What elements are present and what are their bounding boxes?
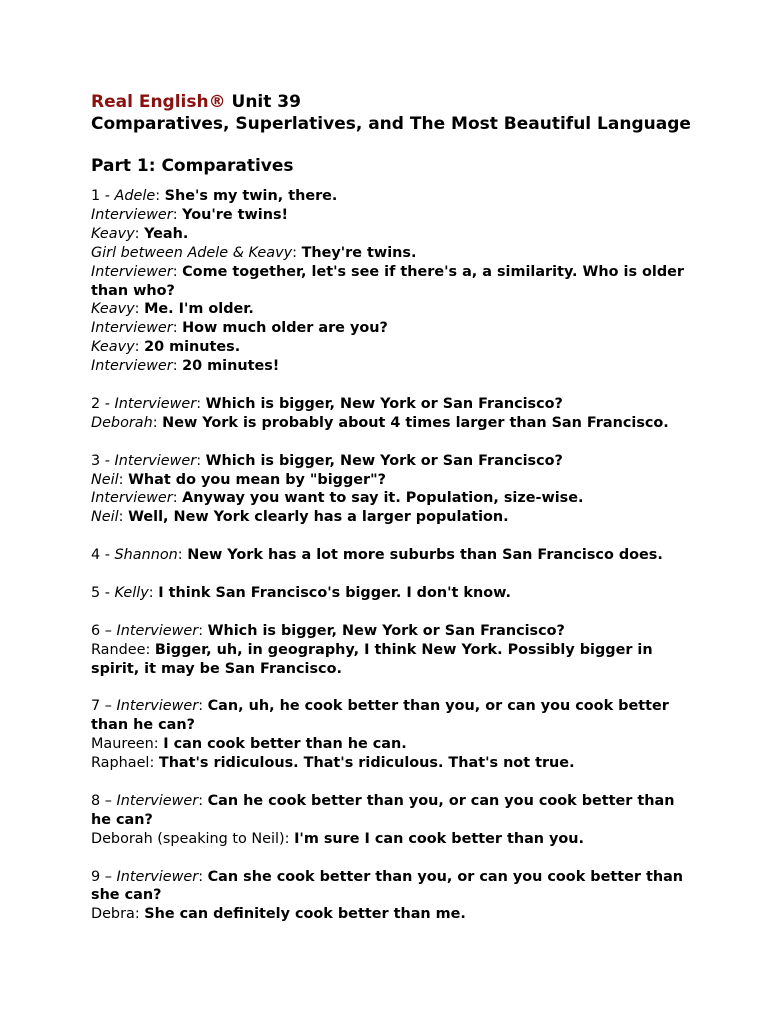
dialogue-block — [91, 868, 691, 925]
spoken-text: Which is bigger, New York or San Francisco? — [205, 395, 563, 412]
speaker-separator: : — [134, 339, 145, 356]
speaker-name: Randee — [91, 641, 146, 658]
spoken-text: Anyway you want to say it. Population, size-wise. — [182, 490, 584, 507]
brand-name: Real English® — [91, 92, 226, 112]
dialogue-line — [91, 641, 691, 679]
dialogue-line — [91, 319, 691, 338]
speaker-separator: : — [196, 395, 206, 412]
speaker-separator: : — [198, 698, 208, 715]
spoken-text: 20 minutes. — [144, 339, 241, 356]
dialogue-block — [91, 622, 691, 679]
item-number: 9 – — [91, 868, 117, 885]
dialogue-block — [91, 395, 691, 433]
speaker-separator: : — [292, 244, 302, 261]
dialogue-block — [91, 546, 691, 565]
spoken-text: Can he cook better than you, or can you cook better than he can? — [91, 792, 675, 828]
spoken-text: She's my twin, there. — [164, 188, 338, 204]
spoken-text: Which is bigger, New York or San Francisco? — [207, 622, 565, 639]
spoken-text: How much older are you? — [182, 320, 388, 337]
speaker-separator: : — [149, 755, 159, 772]
item-number: 5 - — [91, 584, 115, 601]
speaker-name: Interviewer — [91, 263, 173, 280]
dialogue-line — [91, 338, 691, 357]
speaker-name: Interviewer — [91, 206, 173, 223]
spoken-text: You're twins! — [182, 206, 289, 223]
speaker-separator: : — [153, 736, 164, 753]
dialogue-line — [91, 187, 691, 206]
document-page — [91, 92, 691, 943]
item-number: 4 - — [91, 547, 115, 564]
dialogue-block — [91, 187, 691, 376]
speaker-name: Interviewer — [114, 452, 197, 469]
speaker-name: Adele — [114, 188, 156, 204]
speaker-separator: : — [134, 301, 145, 318]
speaker-separator: : — [196, 452, 206, 469]
dialogue-line — [91, 905, 691, 924]
spoken-text: New York is probably about 4 times larger than San Francisco. — [162, 414, 669, 431]
spoken-text: Bigger, uh, in geography, I think New York. Possibly bigger in spirit, it may be San Francisco. — [91, 641, 653, 677]
spoken-text: Come together, let's see if there's a, a similarity. Who is older than who? — [91, 263, 685, 299]
speaker-name: Interviewer — [116, 698, 199, 715]
speaker-separator: : — [152, 414, 163, 431]
item-number: 1 - — [91, 188, 115, 204]
spoken-text: Which is bigger, New York or San Francisco? — [205, 452, 563, 469]
page-subtitle: Comparatives, Superlatives, and The Most Beautiful Language — [91, 113, 691, 134]
speaker-name: Interviewer — [91, 320, 173, 337]
dialogue-line — [91, 395, 691, 414]
dialogue-line — [91, 622, 691, 641]
spoken-text: Me. I'm older. — [144, 301, 254, 318]
dialogue-line — [91, 206, 691, 225]
speaker-separator: : — [172, 358, 183, 375]
dialogue-line — [91, 830, 691, 849]
dialogue-block — [91, 697, 691, 773]
dialogue-block — [91, 584, 691, 603]
speaker-separator: : — [172, 206, 183, 223]
speaker-separator: : — [172, 320, 183, 337]
speaker-name: Raphael — [91, 755, 150, 772]
spoken-text: I think San Francisco's bigger. I don't know. — [158, 584, 511, 601]
dialogue-line — [91, 357, 691, 376]
dialogue-line — [91, 244, 691, 263]
speaker-name: Interviewer — [116, 622, 199, 639]
spoken-text: What do you mean by "bigger"? — [128, 471, 386, 488]
item-number: 8 – — [91, 792, 117, 809]
speaker-name: Shannon — [114, 547, 178, 564]
spoken-text: She can definitely cook better than me. — [144, 906, 466, 923]
speaker-name: Interviewer — [91, 490, 173, 507]
speaker-separator: : — [155, 188, 165, 204]
speaker-separator: : — [118, 509, 129, 526]
speaker-separator: : — [198, 622, 208, 639]
dialogue-line — [91, 225, 691, 244]
spoken-text: Yeah. — [144, 225, 189, 242]
dialogue-line — [91, 584, 691, 603]
speaker-name: Deborah — [91, 414, 153, 431]
unit-label: Unit 39 — [225, 92, 301, 112]
speaker-name: Debra — [91, 906, 135, 923]
dialogue-line — [91, 300, 691, 319]
speaker-separator: : — [145, 641, 155, 658]
speaker-separator: : — [284, 830, 295, 847]
speaker-name: Neil — [91, 471, 119, 488]
item-number: 7 – — [91, 698, 117, 715]
dialogue-line — [91, 754, 691, 773]
dialogue-line — [91, 263, 691, 301]
speaker-name: Keavy — [91, 301, 135, 318]
section-heading: Part 1: Comparatives — [91, 156, 294, 176]
speaker-separator: : — [172, 263, 183, 280]
dialogue-line — [91, 735, 691, 754]
dialogue-line — [91, 452, 691, 471]
speaker-name: Interviewer — [91, 358, 173, 375]
spoken-text: I can cook better than he can. — [163, 736, 407, 753]
speaker-name: Deborah (speaking to Neil) — [91, 830, 285, 847]
speaker-name: Neil — [91, 509, 119, 526]
speaker-separator: : — [148, 584, 159, 601]
speaker-name: Maureen — [91, 736, 154, 753]
speaker-name: Keavy — [91, 339, 135, 356]
page-title — [91, 92, 691, 114]
spoken-text: 20 minutes! — [182, 358, 280, 375]
speaker-name: Interviewer — [114, 395, 197, 412]
spoken-text: New York has a lot more suburbs than San Francisco does. — [187, 547, 663, 564]
speaker-separator: : — [172, 490, 183, 507]
dialogue-line — [91, 414, 691, 433]
speaker-separator: : — [134, 906, 145, 923]
speaker-separator: : — [134, 225, 145, 242]
dialogue-line — [91, 697, 691, 735]
dialogue-block — [91, 452, 691, 528]
dialogue-line — [91, 489, 691, 508]
speaker-separator: : — [198, 792, 208, 809]
dialogue-line — [91, 508, 691, 527]
dialogue-line — [91, 546, 691, 565]
speaker-separator: : — [198, 868, 208, 885]
speaker-name: Girl between Adele & Keavy — [91, 244, 293, 261]
dialogue-line — [91, 471, 691, 490]
dialogue-line — [91, 868, 691, 906]
dialogue-line — [91, 792, 691, 830]
speaker-separator: : — [118, 471, 129, 488]
speaker-name: Interviewer — [116, 868, 199, 885]
transcript — [91, 187, 691, 924]
item-number: 2 - — [91, 395, 115, 412]
spoken-text: Can she cook better than you, or can you cook better than she can? — [91, 868, 684, 904]
item-number: 6 – — [91, 622, 117, 639]
speaker-separator: : — [177, 547, 188, 564]
speaker-name: Kelly — [114, 584, 149, 601]
speaker-name: Keavy — [91, 225, 135, 242]
spoken-text: That's ridiculous. That's ridiculous. That's not true. — [158, 755, 575, 772]
spoken-text: I'm sure I can cook better than you. — [294, 830, 585, 847]
spoken-text: Can, uh, he cook better than you, or can you cook better than he can? — [91, 698, 669, 734]
speaker-name: Interviewer — [116, 792, 199, 809]
item-number: 3 - — [91, 452, 115, 469]
spoken-text: They're twins. — [301, 244, 417, 261]
spoken-text: Well, New York clearly has a larger population. — [128, 509, 509, 526]
dialogue-block — [91, 792, 691, 849]
